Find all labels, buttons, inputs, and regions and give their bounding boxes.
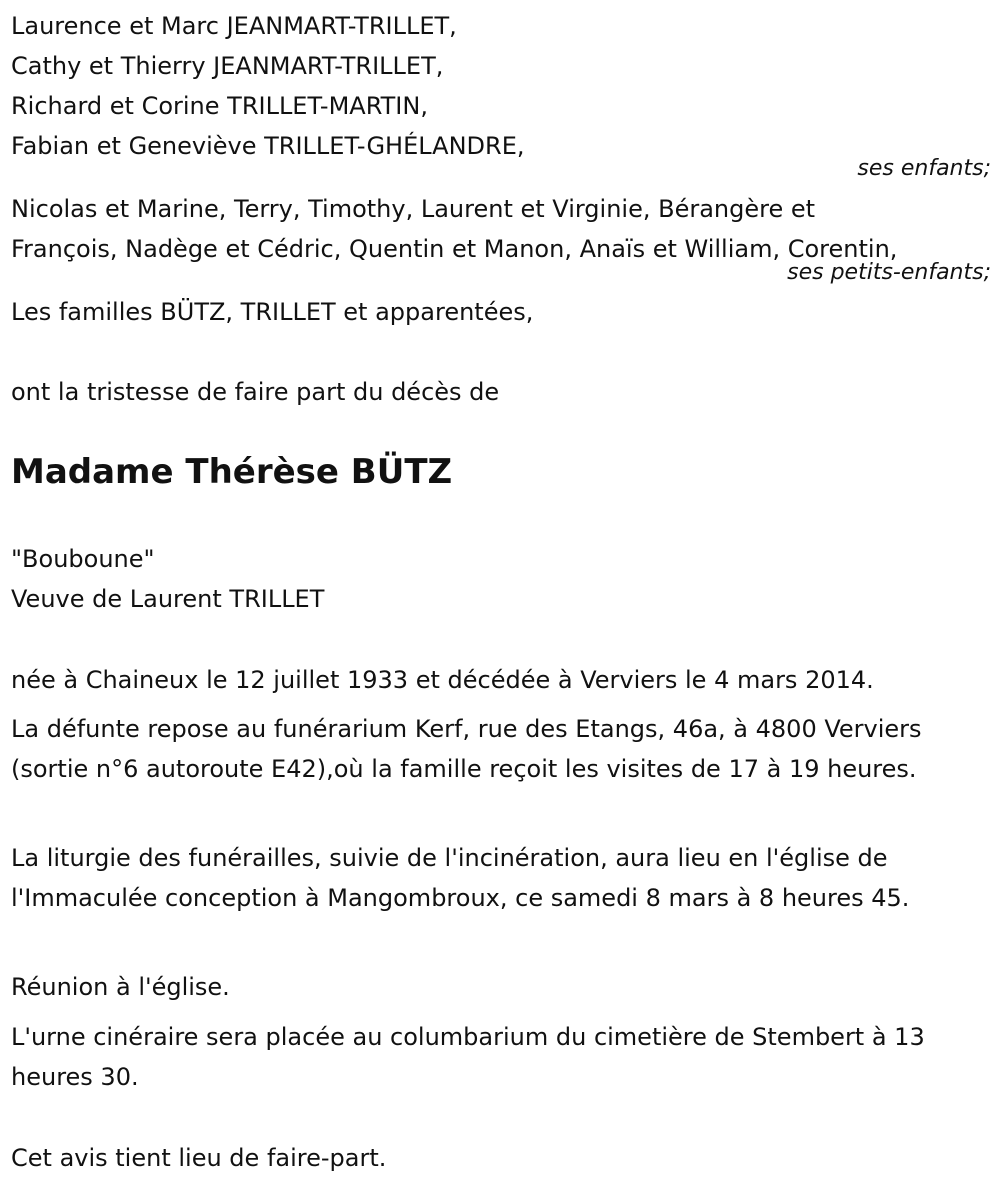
children-label: ses enfants; — [857, 156, 991, 181]
child-line: Richard et Corine TRILLET-MARTIN, — [11, 92, 428, 120]
widow-of: Veuve de Laurent TRILLET — [11, 585, 325, 613]
announcement: ont la tristesse de faire part du décès de — [11, 378, 500, 406]
birth-death: née à Chaineux le 12 juillet 1933 et décédée à Verviers le 4 mars 2014. — [11, 666, 874, 694]
nickname: "Bouboune" — [11, 545, 155, 573]
children-list — [11, 6, 991, 166]
grandchild-line: Nicolas et Marine, Terry, Timothy, Laurent et Virginie, Bérangère et — [11, 195, 816, 223]
families-line: Les familles BÜTZ, TRILLET et apparentées, — [11, 298, 534, 326]
grandchild-line: François, Nadège et Cédric, Quentin et Manon, Anaïs et William, Corentin, — [11, 235, 898, 263]
liturgy-info: La liturgie des funérailles, suivie de l'incinération, aura lieu en l'église de l'Immaculée conception à Mangombroux, ce samedi 8 mars à 8 heures 45. — [11, 844, 910, 912]
child-line: Cathy et Thierry JEANMART-TRILLET, — [11, 52, 444, 80]
grandchildren-label: ses petits-enfants; — [787, 260, 991, 285]
grandchildren-list — [11, 189, 1000, 269]
closing-note: Cet avis tient lieu de faire-part. — [11, 1144, 387, 1172]
funerarium-info: La défunte repose au funérarium Kerf, rue des Etangs, 46a, à 4800 Verviers (sortie n°6 autoroute E42),où la famille reçoit les visites de 17 à 19 heures. — [11, 715, 922, 783]
deceased-name: Madame Thérèse BÜTZ — [11, 452, 453, 492]
urn-info: L'urne cinéraire sera placée au columbarium du cimetière de Stembert à 13 heures 30. — [11, 1023, 925, 1091]
child-line: Fabian et Geneviève TRILLET-GHÉLANDRE, — [11, 132, 525, 160]
child-line: Laurence et Marc JEANMART-TRILLET, — [11, 12, 457, 40]
meeting-info: Réunion à l'église. — [11, 973, 230, 1001]
